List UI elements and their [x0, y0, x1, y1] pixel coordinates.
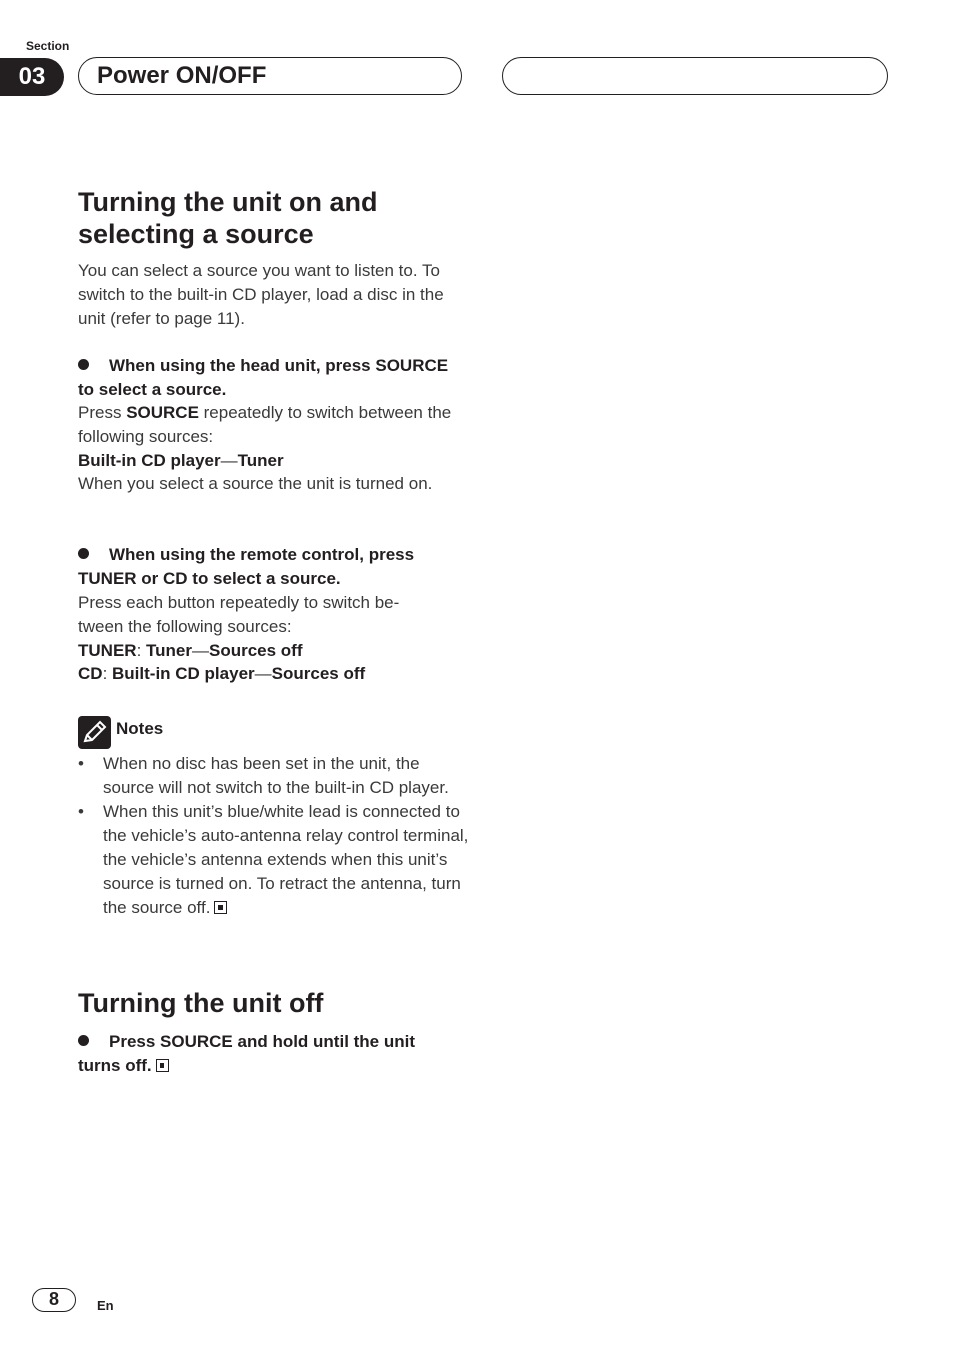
end-mark-icon [156, 1059, 169, 1072]
step-remote: When using the remote control, press TUNER or CD to select a source. [78, 545, 415, 588]
heading-line-1: Turning the unit on and [78, 187, 378, 217]
end-mark-icon [214, 901, 227, 914]
bullet-icon [78, 1035, 89, 1046]
bullet-icon: • [78, 802, 84, 821]
section-number-tab: 03 [0, 58, 64, 96]
step-head-unit: When using the head unit, press SOURCE to select a source. [78, 356, 449, 399]
head-unit-sources: Built-in CD player—Tuner [78, 451, 284, 470]
heading-turning-on [78, 186, 468, 250]
remote-tuner-sources: TUNER: Tuner—Sources off [78, 641, 303, 660]
intro-paragraph: You can select a source you want to listen to. To switch to the built-in CD player, load a disc in the unit (refer to page 11). [78, 261, 444, 328]
step-head-unit-desc: Press SOURCE repeatedly to switch between the following sources: [78, 403, 452, 446]
page-number: 8 [32, 1288, 76, 1312]
remote-cd-sources: CD: Built-in CD player—Sources off [78, 664, 366, 683]
section-title-box [78, 57, 462, 95]
section-label: Section [26, 39, 70, 53]
section-title: Power ON/OFF [97, 62, 267, 89]
language-label: En [97, 1298, 114, 1313]
notes-list [78, 752, 470, 920]
bullet-icon: • [78, 754, 84, 773]
head-unit-after: When you select a source the unit is turned on. [78, 474, 433, 493]
heading-line-2: selecting a source [78, 219, 314, 249]
step-turn-off: Press SOURCE and hold until the unit turns off. [78, 1032, 416, 1075]
bullet-icon [78, 359, 89, 370]
heading-turning-off: Turning the unit off [78, 988, 324, 1018]
list-item: • When this unit’s blue/white lead is connected to the vehicle’s auto-antenna relay control terminal, the vehicle’s antenna extends when this unit’s source is turned on. To retract the antenna, turn the source off. [78, 802, 469, 917]
list-item: • When no disc has been set in the unit, the source will not switch to the built-in CD player. [78, 754, 449, 797]
notes-label: Notes [116, 719, 164, 738]
step-remote-desc: Press each button repeatedly to switch be-tween the following sources: [78, 593, 400, 636]
bullet-icon [78, 548, 89, 559]
notes-pencil-icon [78, 716, 111, 749]
empty-title-box [502, 57, 888, 95]
